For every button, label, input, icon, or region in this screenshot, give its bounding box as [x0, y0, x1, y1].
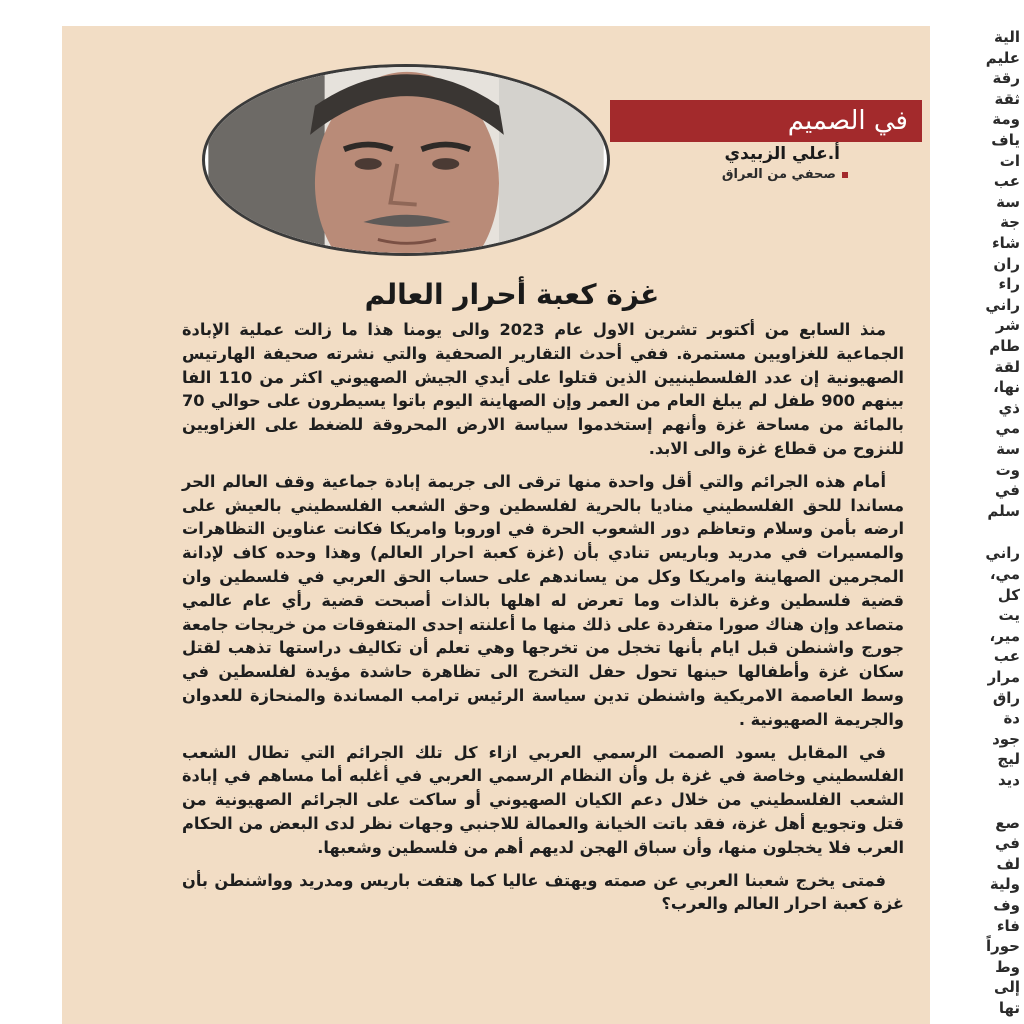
- column-name-banner: في الصميم: [610, 100, 922, 142]
- adjacent-column-fragment: جود: [992, 729, 1020, 748]
- adjacent-column-fragment: ثقة: [994, 89, 1020, 108]
- adjacent-column-fragment: الية: [994, 28, 1020, 46]
- adjacent-column-fragment: إلى: [994, 978, 1020, 997]
- adjacent-column-fragment: ليج: [997, 750, 1020, 769]
- adjacent-column-fragment: مرار: [987, 668, 1020, 686]
- adjacent-column-fragment: في: [995, 481, 1020, 500]
- adjacent-column-fragment: لقة: [994, 357, 1020, 376]
- article-paragraph: منذ السابع من أكتوبر تشرين الاول عام 2023 والى يومنا هذا ما زالت عملية الإبادة الجماعية للغزاويين مستمرة. ففي أحدث التقارير الصحفية والتي نشرته صحيفة الهارتيس الصهيونية إن عدد الفلسطينيين الذين قتلوا على أيدي الجيش الصهيوني اكثر من 110 الفا بينهم 900 طفل لم يبلغ العام من العمر وإن الصهاينة اليوم باتوا يسيطرون على حوالي 70 بالمائة من مساحة غزة وأنهم إستخدموا سياسة الارض المحروقة للضغط على الغزاويين للنزوح من قطاع غزة والى الابد.: [182, 320, 904, 458]
- adjacent-column-fragment: ياف: [991, 131, 1020, 149]
- adjacent-column-fragment: دة: [1003, 709, 1020, 728]
- adjacent-column-fragment: ران: [993, 254, 1020, 273]
- adjacent-column-fragment: رقة: [992, 69, 1020, 88]
- adjacent-column-fragment: كل: [997, 585, 1020, 604]
- adjacent-column-fragment: راني: [985, 295, 1020, 314]
- adjacent-column-fragment: عليم: [985, 48, 1020, 67]
- article-headline: غزة كعبة أحرار العالم: [364, 278, 660, 311]
- adjacent-column-fragment: صع: [995, 813, 1020, 832]
- adjacent-column-fragment: لف: [996, 854, 1020, 873]
- adjacent-column-fragment: سلم: [987, 501, 1020, 520]
- article-paragraph: فمتى يخرج شعبنا العربي عن صمته ويهتف عاليا كما هتفت باريس ومدريد وواشنطن بأن غزة كعبة احرار العالم والعرب؟: [182, 870, 904, 914]
- adjacent-column-fragment: تها: [998, 999, 1020, 1017]
- author-role-text: صحفي من العراق: [721, 167, 836, 182]
- author-name: أ.علي الزبيدي: [724, 144, 840, 164]
- adjacent-column-fragment: راق: [992, 688, 1020, 707]
- newspaper-page: [62, 26, 930, 1024]
- adjacent-column-fragment: حوراً: [986, 937, 1020, 956]
- adjacent-column-fragment: مير،: [989, 626, 1020, 645]
- adjacent-column-fragment: راني: [985, 544, 1020, 563]
- adjacent-column-fragment: ولية: [989, 875, 1020, 894]
- adjacent-column-fragment: شر: [995, 316, 1020, 335]
- adjacent-column-fragment: فاء: [996, 916, 1020, 935]
- adjacent-column-fragment: وط: [995, 957, 1020, 976]
- adjacent-column-fragment: نها،: [993, 378, 1020, 397]
- adjacent-column-fragment: وت: [995, 460, 1020, 479]
- adjacent-column-fragment: ديد: [998, 771, 1020, 789]
- adjacent-column-fragment: عب: [993, 647, 1020, 666]
- adjacent-column-fragment: مي: [995, 419, 1020, 438]
- author-role: [722, 167, 848, 182]
- adjacent-column-fragment: يت: [998, 606, 1020, 625]
- article-paragraph: أمام هذه الجرائم والتي أقل واحدة منها ترقى الى جريمة إبادة جماعية وقف العالم الحر مساندا للحق الفلسطيني مناديا بالحرية لفلسطين وحق الشعب الفلسطيني بالعيش على ارضه بأمن وسلام وتعاظم دور الشعوب الحرة في اوروبا وامريكا فكانت عناوين التظاهرات والمسيرات في مدريد وباريس تنادي بأن (غزة كعبة احرار العالم) وهذا وحده كاف لإدانة المجرمين الصهاينة وامريكا وكل من يساندهم على حساب الحق العربي في فلسطين وان قضية فلسطين وغزة بالذات وما تعرض له اهلها بالذات أصبحت قضية رأي عام عالمي متصاعد وإن هناك صورا متفردة على ذلك منها ما أعلنته إحدى المتفوقات من خريجات جامعة جورج واشنطن قبل ايام بأنها تخجل من تخرجها وهي تعلم أن تكاليف دراستها تذهب لقتل سكان غزة وأطفالها حينها تحول حفل التخرج الى تظاهرة حاشدة مؤيدة لفلسطين في وسط العاصمة الامريكية واشنطن تدين سياسة الرئيس ترامب المساندة والمنحازة للعدوان والجريمة الصهيونية .: [182, 471, 904, 729]
- adjacent-column-fragment: وف: [993, 896, 1020, 914]
- author-portrait-image: [205, 67, 607, 253]
- adjacent-column-fragment: شاء: [991, 234, 1020, 252]
- adjacent-column-fragment: ذي: [998, 398, 1020, 417]
- author-photo: [202, 64, 610, 256]
- adjacent-column-fragment: راء: [998, 275, 1020, 294]
- adjacent-column-fragments: [962, 26, 1024, 1024]
- adjacent-column-fragment: جة: [1000, 213, 1020, 232]
- adjacent-column-fragment: سة: [996, 440, 1020, 458]
- adjacent-column-fragment: في: [995, 834, 1020, 853]
- adjacent-column-fragment: سة: [996, 192, 1020, 211]
- adjacent-column-fragment: طام: [989, 337, 1020, 355]
- article-body: [182, 318, 904, 925]
- adjacent-column-fragment: ات: [999, 151, 1020, 170]
- article-paragraph: في المقابل يسود الصمت الرسمي العربي ازاء كل تلك الجرائم التي تطال الشعب الفلسطيني وخاصة في غزة بل وأن النظام الرسمي العربي في أغلبه أما مساهم في إبادة الشعب الفلسطيني من خلال دعم الكيان الصهيوني أو ساكت على الجرائم الصهيونية من قتل وتجويع أهل غزة، فقد باتت الخيانة والعمالة للاجنبي وجهات نظر لدى البعض من الحكام العرب فلا يخجلون منها، وأن سباق الهجن لديهم أهم من فلسطين وشعبها.: [182, 742, 904, 857]
- adjacent-column-fragment: عب: [993, 172, 1020, 191]
- adjacent-column-fragment: ومة: [992, 110, 1020, 129]
- red-square-bullet-icon: [842, 172, 848, 178]
- adjacent-column-fragment: مي،: [989, 565, 1020, 583]
